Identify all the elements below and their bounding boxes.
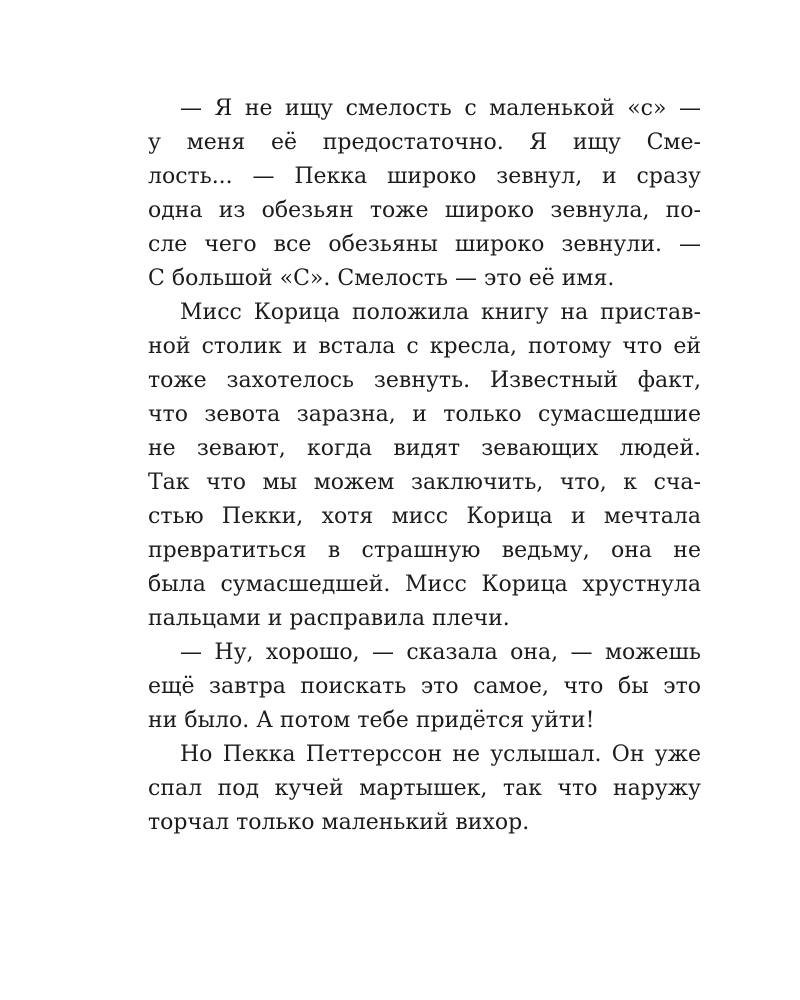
text-line: не зевают, когда видят зевающих людей. bbox=[148, 436, 701, 461]
text-line: ной столик и встала с кресла, потому что ей bbox=[148, 334, 701, 359]
text-line: ещё завтра поискать это самое, что бы это bbox=[148, 674, 701, 699]
text-line: сле чего все обезьяны широко зевнули. — bbox=[148, 232, 701, 257]
text-line: превратиться в страшную ведьму, она не bbox=[148, 538, 701, 563]
paragraph-4 bbox=[148, 738, 701, 840]
text-line: у меня её предостаточно. Я ищу Сме- bbox=[148, 130, 701, 155]
text-line: Но Пекка Петтерссон не услышал. Он уже bbox=[180, 742, 701, 767]
paragraph-3 bbox=[148, 636, 701, 738]
text-line: стью Пекки, хотя мисс Корица и мечтала bbox=[148, 504, 701, 529]
text-line: ни было. А потом тебе придётся уйти! bbox=[148, 708, 595, 733]
paragraph-1 bbox=[148, 92, 701, 296]
text-line: пальцами и расправила плечи. bbox=[148, 606, 510, 631]
text-line: одна из обезьян тоже широко зевнула, по- bbox=[148, 198, 701, 223]
text-line: — Я не ищу смелость с маленькой «с» — bbox=[180, 96, 701, 121]
text-line: Так что мы можем заключить, что, к сча- bbox=[148, 470, 701, 495]
text-line: С большой «С». Смелость — это её имя. bbox=[148, 266, 615, 291]
text-line: что зевота заразна, и только сумасшедшие bbox=[148, 402, 701, 427]
paragraph-2 bbox=[148, 296, 701, 636]
book-page-text bbox=[148, 92, 701, 840]
text-line: — Ну, хорошо, — сказала она, — можешь bbox=[180, 640, 701, 665]
text-line: спал под кучей мартышек, так что наружу bbox=[148, 776, 701, 801]
text-line: была сумасшедшей. Мисс Корица хрустнула bbox=[148, 572, 701, 597]
text-line: лость... — Пекка широко зевнул, и сразу bbox=[148, 164, 701, 189]
text-line: тоже захотелось зевнуть. Известный факт, bbox=[148, 368, 701, 393]
text-line: Мисс Корица положила книгу на пристав- bbox=[180, 300, 701, 325]
text-line: торчал только маленький вихор. bbox=[148, 810, 530, 835]
